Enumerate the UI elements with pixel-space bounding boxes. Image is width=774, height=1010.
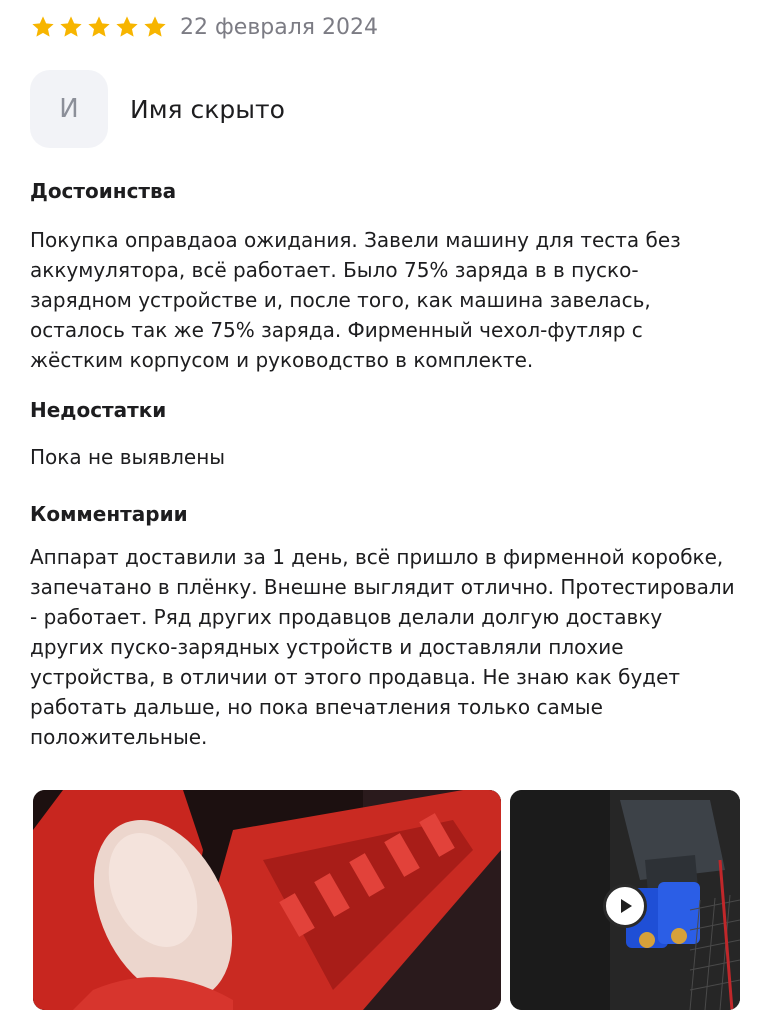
photo-thumbnail[interactable] bbox=[33, 790, 501, 1010]
star-icon bbox=[58, 14, 84, 40]
media-gallery bbox=[33, 790, 740, 1010]
star-icon bbox=[114, 14, 140, 40]
cons-title: Недостатки bbox=[30, 398, 167, 422]
video-thumbnail[interactable] bbox=[510, 790, 740, 1010]
avatar-initial: И bbox=[59, 94, 79, 124]
avatar bbox=[30, 70, 108, 148]
cons-text: Пока не выявлены bbox=[30, 445, 226, 469]
star-icon bbox=[86, 14, 112, 40]
photo-image bbox=[33, 790, 501, 1010]
play-icon bbox=[615, 896, 635, 916]
pros-title: Достоинства bbox=[30, 179, 177, 203]
review-header bbox=[30, 8, 378, 46]
star-icon bbox=[142, 14, 168, 40]
author-row bbox=[30, 70, 285, 148]
review-date: 22 февраля 2024 bbox=[180, 14, 379, 40]
pros-text: Покупка оправдаоа ожидания. Завели машину для теста без аккумулятора, всё работает. Было 75% заряда в в пуско-зарядном устройстве и, после того, как машина завелась, осталось так же 75% заряда. Фирменный чехол-футляр с жёстким корпусом и руководство в комплекте. bbox=[30, 228, 681, 372]
star-icon bbox=[30, 14, 56, 40]
comments-text: Аппарат доставили за 1 день, всё пришло в фирменной коробке, запечатано в плёнку. Внешне выглядит отлично. Протестировали - работает. Ряд других продавцов делали долгую доставку других пуско-зарядных устройств и доставляли плохие устройства, в отличии от этого продавца. Не знаю как будет работать дальше, но пока впечатления только самые положительные. bbox=[30, 545, 735, 749]
comments-title: Комментарии bbox=[30, 502, 188, 526]
author-name: Имя скрыто bbox=[130, 94, 285, 124]
play-button[interactable] bbox=[603, 884, 647, 928]
rating-stars bbox=[30, 14, 168, 40]
